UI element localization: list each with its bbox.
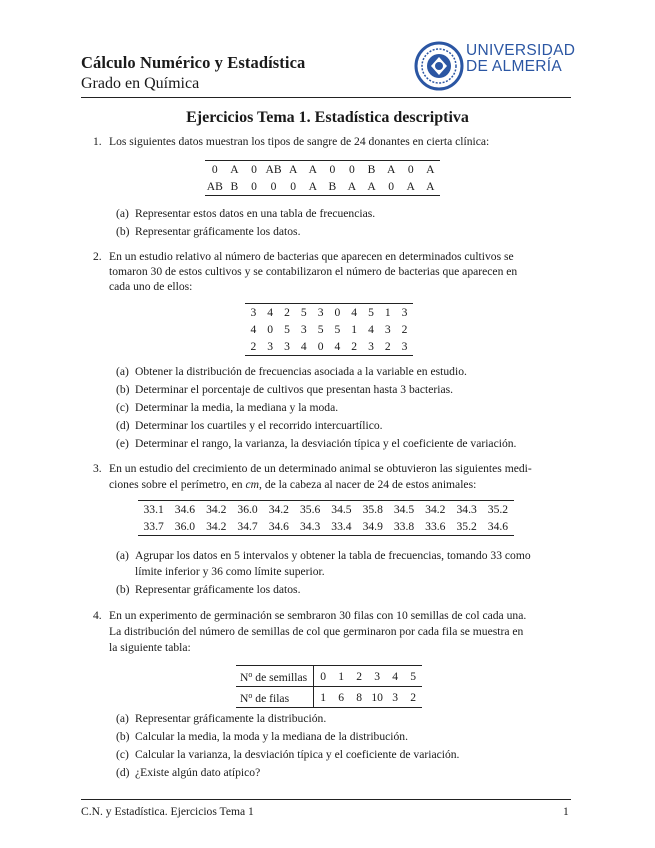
ex4-number: 4.: [93, 609, 102, 622]
table-cell: 5: [404, 666, 422, 687]
table-cell: 34.6: [487, 520, 509, 533]
table-cell: 34.6: [174, 503, 196, 516]
table-cell: 34.9: [362, 520, 383, 533]
table-row: [236, 687, 422, 708]
table-cell: 0: [290, 180, 297, 193]
table-cell: 3: [368, 340, 374, 353]
table-row: [205, 178, 440, 196]
table-cell: 0: [211, 163, 218, 176]
table-cell: 1: [332, 666, 350, 687]
table-cell: 0: [407, 163, 414, 176]
logo-line1: UNIVERSIDAD: [466, 42, 576, 59]
ex3-line2: ciones sobre el perímetro, en cm, de la cabeza al nacer de 24 de estos animales:: [109, 478, 477, 491]
table-cell: A: [426, 180, 435, 193]
ex4-item-b: (b) Calcular la media, la moda y la mediana de la distribución.: [116, 730, 409, 743]
table-cell: 3: [267, 340, 274, 353]
page-number: 1: [563, 805, 569, 818]
ex2-table: [245, 303, 413, 356]
table-cell: 3: [401, 340, 408, 353]
ex2-item-a: (a) Obtener la distribución de frecuencias asociada a la variable en estudio.: [116, 365, 467, 378]
ex1-table: [205, 160, 440, 196]
ex2-item-d: (d) Determinar los cuartiles y el recorrido intercuartílico.: [116, 419, 383, 432]
ex2-line3: cada uno de ellos:: [109, 280, 193, 293]
ex3-number: 3.: [93, 462, 102, 475]
table-cell: 0: [317, 340, 324, 353]
table-cell: 5: [334, 323, 341, 336]
table-cell: 4: [300, 340, 307, 353]
table-cell: 10: [371, 690, 383, 704]
table-cell: 3: [368, 666, 386, 687]
table-cell: 3: [401, 306, 408, 319]
table-cell: 34.3: [456, 503, 477, 516]
ex2-line2: tomaron 30 de estos cultivos y se contabilizaron el número de bacterias que aparecen en: [109, 265, 518, 278]
ex4-item-a: (a) Representar gráficamente la distribución.: [116, 712, 327, 725]
seeds-header: $N^o$ de semillas: [236, 666, 314, 687]
table-cell: B: [367, 163, 376, 176]
ex3-item-b: (b) Representar gráficamente los datos.: [116, 583, 301, 596]
table-cell: 8: [356, 690, 363, 704]
table-cell: 3: [384, 323, 391, 336]
table-cell: 36.0: [237, 503, 258, 516]
table-cell: 35.2: [456, 520, 477, 533]
table-cell: A: [308, 180, 317, 193]
table-cell: 34.7: [237, 520, 258, 533]
table-row: [245, 304, 413, 322]
footer-text: C.N. y Estadística. Ejercicios Tema 1: [81, 805, 254, 818]
table-cell: 0: [334, 306, 341, 319]
table-cell: 2: [384, 340, 391, 353]
table-row: [138, 501, 514, 519]
table-cell: A: [367, 180, 376, 193]
table-cell: 0: [314, 666, 333, 687]
table-cell: 2: [401, 323, 408, 336]
university-seal-icon: [414, 40, 464, 92]
table-cell: 4: [386, 666, 404, 687]
header-rule: [81, 97, 571, 98]
ex2-item-c: (c) Determinar la media, la mediana y la moda.: [116, 401, 339, 414]
table-cell: 34.6: [268, 520, 289, 533]
table-cell: 33.7: [143, 520, 164, 533]
table-cell: 1: [351, 323, 358, 336]
table-cell: 36.0: [174, 520, 196, 533]
table-cell: 0: [349, 163, 355, 176]
table-row: [138, 518, 514, 536]
page-title: Ejercicios Tema 1. Estadística descriptiva: [186, 109, 469, 126]
table-cell: A: [230, 163, 239, 176]
table-cell: 35.8: [362, 503, 383, 516]
ex2-number: 2.: [93, 250, 102, 263]
table-cell: A: [347, 180, 357, 193]
table-cell: AB: [206, 180, 223, 193]
table-cell: 34.5: [393, 503, 415, 516]
table-cell: 0: [270, 180, 277, 193]
ex4-line1: En un experimento de germinación se sembraron 30 filas con 10 semillas de col cada una.: [109, 609, 527, 622]
table-cell: 34.2: [206, 520, 227, 533]
table-cell: 0: [267, 323, 274, 336]
table-cell: 34.2: [268, 503, 289, 516]
table-cell: 34.3: [299, 520, 321, 533]
table-cell: 35.6: [299, 503, 321, 516]
table-row: [205, 161, 440, 179]
table-cell: 5: [300, 306, 307, 319]
table-cell: 2: [250, 340, 257, 353]
table-cell: 34.5: [331, 503, 352, 516]
ex4-item-d: (d) ¿Existe algún dato atípico?: [116, 766, 261, 779]
footer-rule: [81, 799, 571, 800]
table-cell: 4: [334, 340, 341, 353]
table-cell: AB: [265, 163, 282, 176]
table-cell: 4: [267, 306, 274, 319]
ex1-text: Los siguientes datos muestran los tipos de sangre de 24 donantes en cierta clínica:: [109, 135, 490, 148]
table-cell: 0: [388, 180, 395, 193]
table-cell: 1: [320, 690, 327, 704]
table-cell: A: [386, 163, 396, 176]
logo-line2: DE ALMERÍA: [466, 58, 563, 75]
ex2-item-e: (e) Determinar el rango, la varianza, la desviación típica y el coeficiente de variación.: [116, 437, 517, 450]
table-cell: 3: [317, 306, 324, 319]
table-cell: 3: [392, 690, 399, 704]
ex4-line3: la siguiente tabla:: [109, 641, 191, 654]
table-cell: 4: [351, 306, 358, 319]
table-row: [245, 338, 413, 356]
table-cell: 3: [300, 323, 307, 336]
table-cell: 34.2: [425, 503, 446, 516]
table-cell: 33.8: [393, 520, 415, 533]
table-cell: A: [406, 180, 415, 193]
table-cell: 0: [329, 163, 336, 176]
table-cell: 5: [284, 323, 290, 336]
ex3-item-a-cont: límite inferior y 36 como límite superior.: [135, 565, 325, 578]
table-cell: 35.2: [487, 503, 509, 516]
table-cell: 3: [250, 306, 257, 319]
ex4-table: [236, 665, 422, 708]
table-cell: B: [328, 180, 337, 193]
table-cell: 4: [250, 323, 257, 336]
table-cell: 3: [284, 340, 290, 353]
table-cell: 6: [338, 690, 345, 704]
table-cell: A: [426, 163, 435, 176]
ex3-line1: En un estudio del crecimiento de un determinado animal se obtuvieron las siguientes medi-: [109, 462, 532, 475]
table-cell: 33.6: [425, 520, 446, 533]
table-cell: A: [288, 163, 298, 176]
ex1-number: 1.: [93, 135, 102, 148]
ex2-item-b: (b) Determinar el porcentaje de cultivos que presentan hasta 3 bacterias.: [116, 383, 454, 396]
ex3-table: [138, 500, 514, 536]
rows-header: $N^o$ de filas: [236, 687, 314, 708]
ex1-item-b: (b) Representar gráficamente los datos.: [116, 225, 301, 238]
table-cell: A: [308, 163, 317, 176]
table-cell: 2: [410, 690, 417, 704]
table-cell: 33.4: [331, 520, 352, 533]
ex4-line2: La distribución del número de semillas de col que germinaron por cada fila se muestra en: [109, 625, 524, 638]
table-cell: 33.1: [143, 503, 164, 516]
ex3-item-a: (a) Agrupar los datos en 5 intervalos y obtener la tabla de frecuencias, tomando 33 como: [116, 549, 531, 562]
university-logo: [414, 40, 576, 92]
table-row: [245, 321, 413, 338]
table-cell: 2: [351, 340, 358, 353]
table-cell: 5: [368, 306, 374, 319]
table-row: [236, 666, 422, 687]
table-cell: 0: [251, 180, 257, 193]
course-title: Cálculo Numérico y Estadística: [81, 53, 306, 72]
table-cell: 2: [284, 306, 290, 319]
table-cell: 2: [350, 666, 368, 687]
table-cell: 34.2: [206, 503, 227, 516]
table-cell: 5: [317, 323, 324, 336]
degree-name: Grado en Química: [81, 75, 200, 92]
ex1-item-a: (a) Representar estos datos en una tabla de frecuencias.: [116, 207, 376, 220]
table-cell: 4: [368, 323, 374, 336]
table-cell: 0: [251, 163, 257, 176]
table-cell: B: [230, 180, 239, 193]
ex4-item-c: (c) Calcular la varianza, la desviación típica y el coeficiente de variación.: [116, 748, 460, 761]
ex2-line1: En un estudio relativo al número de bacterias que aparecen en determinados cultivos se: [109, 250, 514, 263]
table-cell: 1: [384, 306, 391, 319]
